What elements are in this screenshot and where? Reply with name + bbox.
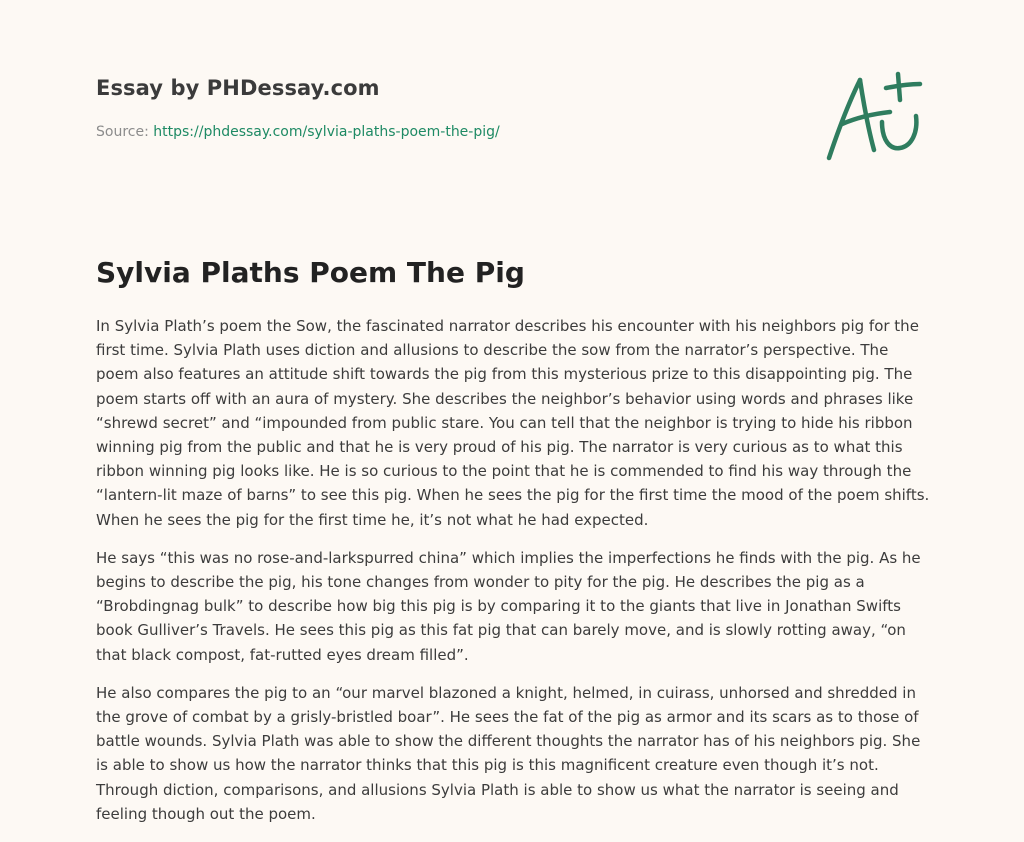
source-line	[96, 124, 500, 140]
essay-body	[96, 314, 934, 840]
source-link[interactable]: https://phdessay.com/sylvia-plaths-poem-the-pig/	[153, 124, 500, 140]
essay-paragraph: In Sylvia Plath’s poem the Sow, the fascinated narrator describes his encounter with his neighbors pig for the first time. Sylvia Plath uses diction and allusions to describe the sow from the narrator’s perspective. The poem also features an attitude shift towards the pig from this mysterious prize to this disappointing pig. The poem starts off with an aura of mystery. She describes the neighbor’s behavior using words and phrases like “shrewd secret” and “impounded from public stare. You can tell that the neighbor is trying to hide his ribbon winning pig from the public and that he is very proud of his pig. The narrator is very curious as to what this ribbon winning pig looks like. He is so curious to the point that he is commended to find his way through the “lantern-lit maze of barns” to see this pig. When he sees the pig for the first time the mood of the poem shifts. When he sees the pig for the first time he, it’s not what he had expected.	[96, 317, 930, 529]
essay-title: Sylvia Plaths Poem The Pig	[96, 256, 525, 289]
essay-paragraph: He also compares the pig to an “our marvel blazoned a knight, helmed, in cuirass, unhorsed and shredded in the grove of combat by a grisly-bristled boar”. He sees the fat of the pig as armor and its scars as to those of battle wounds. Sylvia Plath was able to show the different thoughts the narrator has of his neighbors pig. She is able to show us how the narrator thinks that this pig is this magnificent creature even though it’s not. Through diction, comparisons, and allusions Sylvia Plath is able to show us what the narrator is seeing and feeling though out the poem.	[96, 683, 921, 823]
essay-paragraph: He says “this was no rose-and-larkspurred china” which implies the imperfections he finds with the pig. As he begins to describe the pig, his tone changes from wonder to pity for the pig. He describes the pig as a “Brobdingnag bulk” to describe how big this pig is by comparing it to the giants that live in Jonathan Swifts book Gulliver’s Travels. He sees this pig as this fat pig that can barely move, and is slowly rotting away, “on that black compost, fat-rutted eyes dream filled”.	[96, 548, 921, 664]
site-title: Essay by PHDessay.com	[96, 76, 380, 100]
a-plus-logo-icon	[820, 66, 930, 166]
source-label: Source:	[96, 124, 149, 140]
